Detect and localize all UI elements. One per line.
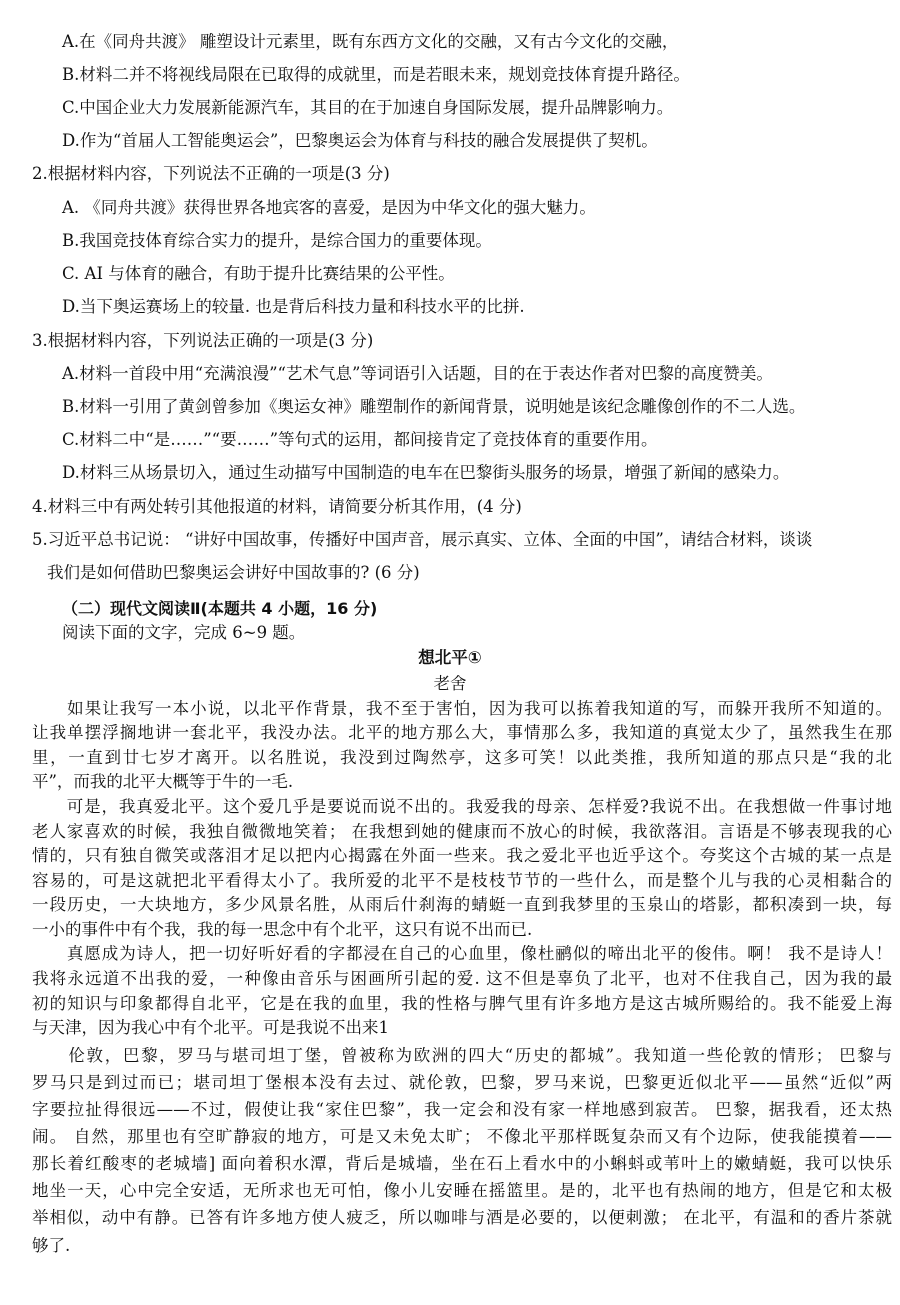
q1-option-d: D.作为“首届人工智能奥运会”，巴黎奥运会为体育与科技的融合发展提供了契机。: [62, 131, 658, 150]
article-line: 老人家喜欢的时候，我独自微微地笑着； 在我想到她的健康而不放心的时候，我欲落泪。言语是不够表现我的心: [32, 822, 892, 841]
article-line: 闹。 自然，那里也有空旷静寂的地方，可是又未免太旷； 不像北平那样既复杂而又有个边际，使我能摸着——: [32, 1127, 892, 1146]
section-instruction: 阅读下面的文字，完成 6~9 题。: [62, 623, 306, 642]
article-line: 字要拉扯得很远——不过，假使让我“家住巴黎”，我一定会和没有家一样地感到寂苦。 巴黎，据我看，还太热: [32, 1100, 892, 1119]
section-heading: （二）现代文阅读Ⅱ(本题共 4 小题，16 分): [62, 599, 378, 618]
article-line: 可是，我真爱北平。这个爱几乎是要说而说不出的。我爱我的母亲、怎样爱?我说不出。在我想做一件事讨地: [32, 797, 892, 816]
article-line: 伦敦，巴黎，罗马与堪司坦丁堡，曾被称为欧洲的四大“历史的都城”。我知道一些伦敦的情形； 巴黎与: [32, 1046, 892, 1065]
article-title: 想北平①: [418, 648, 482, 667]
article-line: 我将永远道不出我的爱，一种像由音乐与困画所引起的爱. 这不但是辜负了北平，也对不住我自己，因为我的最: [32, 969, 892, 988]
article-line: 真愿成为诗人，把一切好听好看的字都浸在自己的心血里，像杜鹂似的啼出北平的俊伟。啊！ 我不是诗人！: [32, 944, 892, 963]
q2-option-b: B.我国竞技体育综合实力的提升，是综合国力的重要体现。: [62, 231, 492, 250]
article-line: 容易的，可是这就把北平看得太小了。我所爱的北平不是枝枝节节的一些什么，而是整个儿与我的心灵相黏合的: [32, 871, 892, 890]
q2-option-a: A. 《同舟共渡》获得世界各地宾客的喜爱，是因为中华文化的强大魅力。: [62, 198, 596, 217]
article-line: 罗马只是到过而已；堪司坦丁堡根本没有去过、就伦敦，巴黎，罗马来说，巴黎更近似北平——虽然“近似”两: [32, 1073, 892, 1092]
q4-stem: 4.材料三中有两处转引其他报道的材料，请简要分析其作用，(4 分): [32, 497, 522, 516]
article-line: 那长着红酸枣的老城墙] 面向着积水潭，背后是城墙，坐在石上看水中的小蝌蚪或苇叶上的嫩蜻蜓，我可以快乐: [32, 1154, 892, 1173]
article-line: 如果让我写一本小说，以北平作背景，我不至于害怕，因为我可以拣着我知道的写，而躲开我所不知道的。: [32, 699, 892, 718]
q1-option-c: C.中国企业大力发展新能源汽车，其目的在于加速自身国际发展，提升品牌影响力。: [62, 98, 674, 117]
article-line: 举相似，动中有静。已答有许多地方使人疲乏，所以咖啡与酒是必要的，以便刺激； 在北平，有温和的香片茶就: [32, 1208, 892, 1227]
article-line: 平”，而我的北平大概等于牛的一毛.: [32, 772, 294, 791]
q1-option-b: B.材料二并不将视线局限在已取得的成就里，而是若眼未来，规划竞技体育提升路径。: [62, 65, 690, 84]
q5-stem-line1: 5.习近平总书记说： “讲好中国故事，传播好中国声音，展示真实、立体、全面的中国”，请结合材料，谈谈: [32, 530, 813, 549]
article-line: 让我单摆浮搁地讲一套北平，我没办法。北平的地方那么大，事情那么多，我知道的真觉太少了，虽然我生在那: [32, 723, 892, 742]
q2-stem: 2.根据材料内容，下列说法不正确的一项是(3 分): [32, 164, 390, 183]
q2-option-c: C. AI 与体育的融合，有助于提升比赛结果的公平性。: [62, 264, 455, 283]
q3-option-b: B.材料一引用了黄剑曾参加《奥运女神》雕塑制作的新闻背景，说明她是该纪念雕像创作的不二人选。: [62, 397, 806, 416]
article-line: 地坐一天，心中完全安适，无所求也无可怕，像小儿安睡在摇篮里。是的，北平也有热闹的地方，但是它和太极: [32, 1181, 892, 1200]
article-line: 一小的事件中有个我，我的每一思念中有个北平，这只有说不出而已.: [32, 920, 533, 939]
article-line: 一段历史，一大块地方，多少风景名胜，从雨后什刹海的蜻蜓一直到我梦里的玉泉山的塔影，都积凑到一块，每: [32, 895, 892, 914]
q3-option-d: D.材料三从场景切入，通过生动描写中国制造的电车在巴黎街头服务的场景，增强了新闻的感染力。: [62, 463, 790, 482]
article-line: 够了.: [32, 1236, 71, 1255]
q1-option-a: A.在《同舟共渡》 雕塑设计元素里，既有东西方文化的交融，又有古今文化的交融，: [62, 32, 679, 51]
q3-option-a: A.材料一首段中用“充满浪漫”“艺术气息”等词语引入话题，目的在于表达作者对巴黎的高度赞美。: [62, 364, 773, 383]
q3-option-c: C.材料二中“是……”“要……”等句式的运用，都间接肯定了竞技体育的重要作用。: [62, 430, 658, 449]
q3-stem: 3.根据材料内容，下列说法正确的一项是(3 分): [32, 331, 374, 350]
article-line: 与天津，因为我心中有个北平。可是我说不出来1: [32, 1018, 389, 1037]
q5-stem-line2: 我们是如何借助巴黎奥运会讲好中国故事的? (6 分): [47, 563, 420, 582]
q2-option-d: D.当下奥运赛场上的较量. 也是背后科技力量和科技水平的比拼.: [62, 297, 525, 316]
article-line: 里，一直到廿七岁才离开。以名胜说，我没到过陶然亭，这多可笑！以此类推，我所知道的那点只是“我的北: [32, 748, 892, 767]
article-author: 老舍: [433, 674, 467, 693]
article-line: 情的，只有独自微笑或落泪才足以把内心揭露在外面一些来。我之爱北平也近乎这个。夸奖这个古城的某一点是: [32, 846, 892, 865]
article-line: 初的知识与印象都得自北平，它是在我的血里，我的性格与脾气里有许多地方是这古城所赐给的。我不能爱上海: [32, 994, 892, 1013]
